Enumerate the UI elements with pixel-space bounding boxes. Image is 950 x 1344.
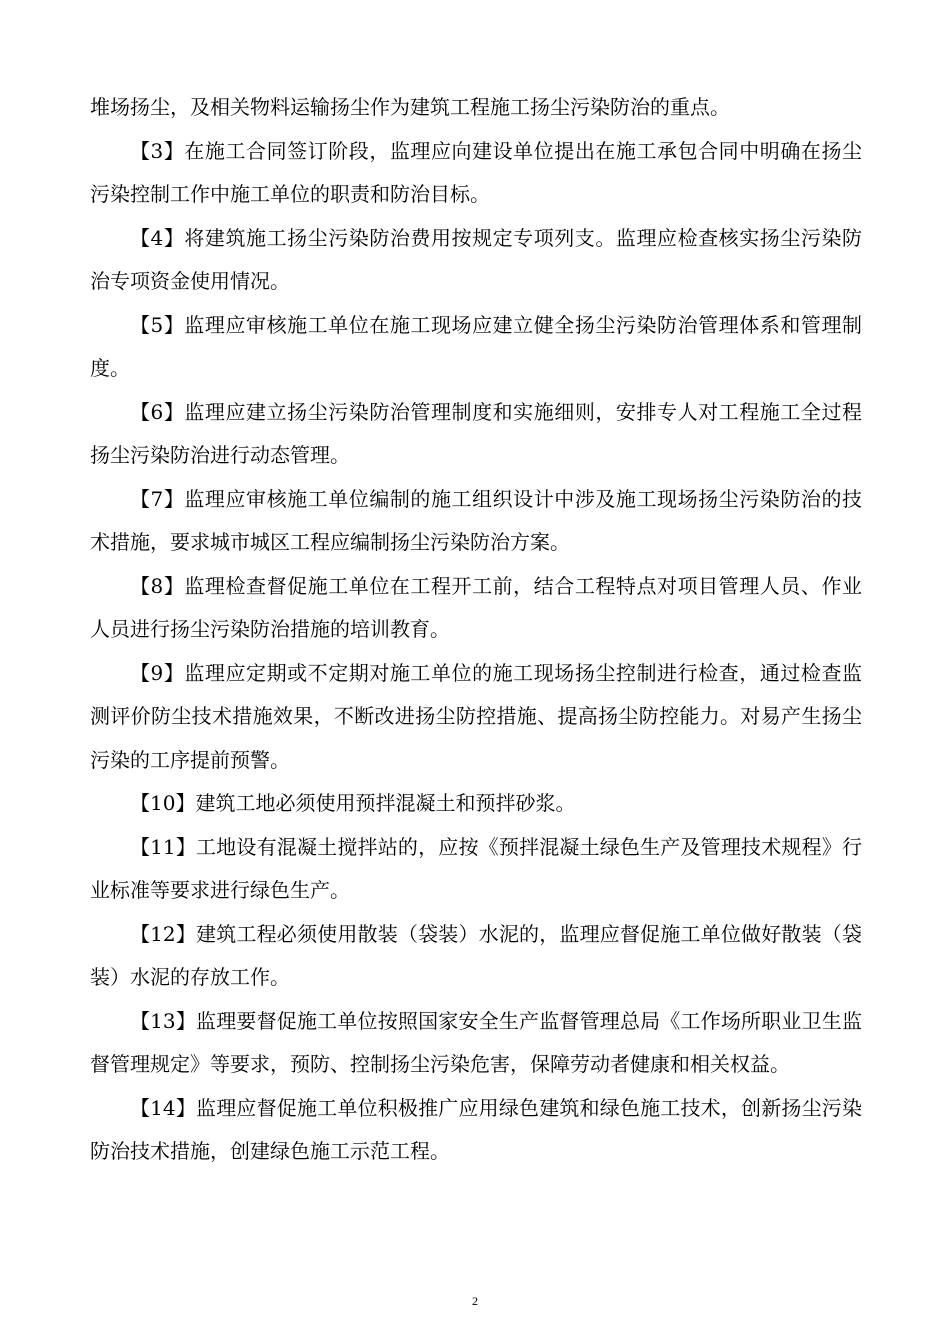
paragraph-item-11: 【11】工地设有混凝土搅拌站的，应按《预拌混凝土绿色生产及管理技术规程》行业标准等要求进行绿色生产。 — [90, 834, 862, 902]
paragraph-item-14: 【14】监理应督促施工单位积极推广应用绿色建筑和绿色施工技术，创新扬尘污染防治技术措施，创建绿色施工示范工程。 — [90, 1095, 862, 1163]
page-number: 2 — [472, 1294, 478, 1308]
paragraph-item-5: 【5】监理应审核施工单位在施工现场应建立健全扬尘污染防治管理体系和管理制度。 — [90, 312, 862, 380]
paragraph-continuation: 堆场扬尘，及相关物料运输扬尘作为建筑工程施工扬尘污染防治的重点。 — [90, 95, 730, 119]
paragraph-item-13: 【13】监理要督促施工单位按照国家安全生产监督管理总局《工作场所职业卫生监督管理规定》等要求，预防、控制扬尘污染危害，保障劳动者健康和相关权益。 — [90, 1008, 862, 1076]
paragraph-item-6: 【6】监理应建立扬尘污染防治管理制度和实施细则，安排专人对工程施工全过程扬尘污染防治进行动态管理。 — [90, 399, 862, 467]
paragraph-item-7: 【7】监理应审核施工单位编制的施工组织设计中涉及施工现场扬尘污染防治的技术措施，要求城市城区工程应编制扬尘污染防治方案。 — [90, 486, 862, 554]
paragraph-item-8: 【8】监理检查督促施工单位在工程开工前，结合工程特点对项目管理人员、作业人员进行扬尘污染防治措施的培训教育。 — [90, 573, 862, 641]
paragraph-item-3: 【3】在施工合同签订阶段，监理应向建设单位提出在施工承包合同中明确在扬尘污染控制工作中施工单位的职责和防治目标。 — [90, 138, 862, 206]
paragraph-item-9: 【9】监理应定期或不定期对施工单位的施工现场扬尘控制进行检查，通过检查监测评价防尘技术措施效果，不断改进扬尘防控措施、提高扬尘防控能力。对易产生扬尘污染的工序提前预警。 — [90, 660, 862, 772]
paragraph-item-10: 【10】建筑工地必须使用预拌混凝土和预拌砂浆。 — [130, 791, 576, 815]
document-body — [90, 86, 862, 1174]
paragraph-item-4: 【4】将建筑施工扬尘污染防治费用按规定专项列支。监理应检查核实扬尘污染防治专项资金使用情况。 — [90, 225, 862, 293]
paragraph-item-12: 【12】建筑工程必须使用散装（袋装）水泥的，监理应督促施工单位做好散装（袋装）水泥的存放工作。 — [90, 921, 862, 989]
